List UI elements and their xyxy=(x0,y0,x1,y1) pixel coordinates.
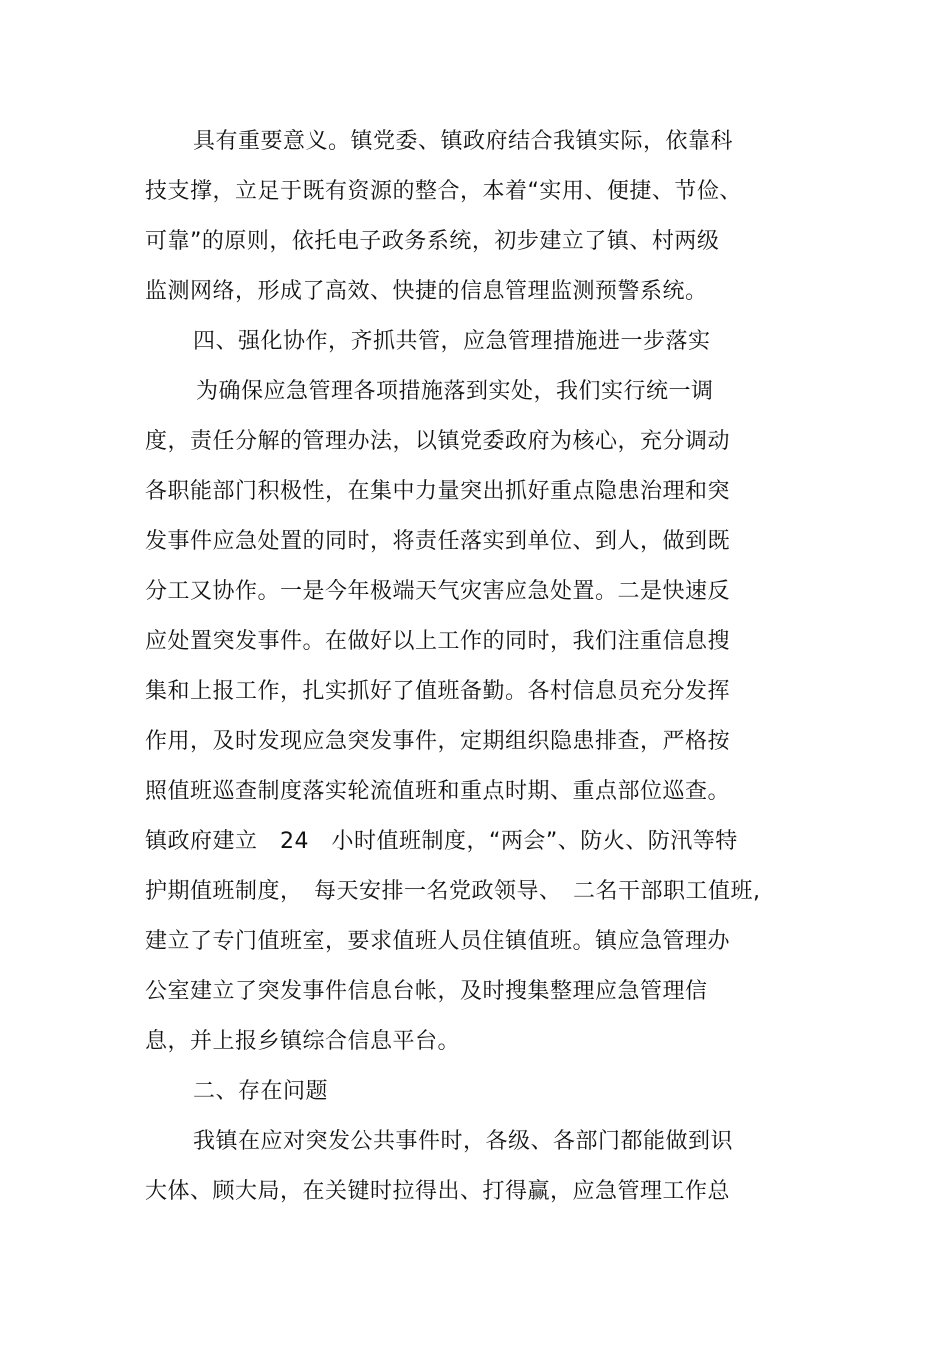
paragraph-line: 作用，及时发现应急突发事件，定期组织隐患排查，严格按 xyxy=(145,729,731,754)
paragraph-line: 集和上报工作，扎实抓好了值班备勤。各村信息员充分发挥 xyxy=(145,679,731,704)
section-heading: 四、强化协作，齐抓共管，应急管理措施进一步落实 xyxy=(193,329,711,354)
paragraph-line: 照值班巡查制度落实轮流值班和重点时期、重点部位巡查。 xyxy=(145,779,731,804)
paragraph-line: 发事件应急处置的同时，将责任落实到单位、到人，做到既 xyxy=(145,529,731,554)
paragraph-line: 度，责任分解的管理办法，以镇党委政府为核心，充分调动 xyxy=(145,429,731,454)
paragraph-line: 各职能部门积极性，在集中力量突出抓好重点隐患治理和突 xyxy=(145,479,731,504)
paragraph-line: 公室建立了突发事件信息台帐，及时搜集整理应急管理信 xyxy=(145,979,708,1004)
section-heading: 二、存在问题 xyxy=(193,1079,329,1104)
paragraph-line: 镇政府建立 24 小时值班制度，“两会”、防火、防汛等特 xyxy=(145,829,738,854)
paragraph-line: 监测网络，形成了高效、快捷的信息管理监测预警系统。 xyxy=(145,279,708,304)
paragraph-line: 护期值班制度， 每天安排一名党政领导、 二名干部职工值班, xyxy=(145,879,761,904)
paragraph-line: 我镇在应对突发公共事件时，各级、各部门都能做到识 xyxy=(193,1129,734,1154)
paragraph-line: 分工又协作。一是今年极端天气灾害应急处置。二是快速反 xyxy=(145,579,731,604)
paragraph-line: 建立了专门值班室，要求值班人员住镇值班。镇应急管理办 xyxy=(145,929,731,954)
paragraph-line: 可靠”的原则，依托电子政务系统，初步建立了镇、村两级 xyxy=(145,229,720,254)
paragraph-line: 大体、顾大局，在关键时拉得出、打得赢，应急管理工作总 xyxy=(145,1179,731,1204)
paragraph-line: 为确保应急管理各项措施落到实处，我们实行统一调 xyxy=(196,379,714,404)
paragraph-line: 息，并上报乡镇综合信息平台。 xyxy=(145,1029,461,1054)
paragraph-line: 应处置突发事件。在做好以上工作的同时，我们注重信息搜 xyxy=(145,629,731,654)
paragraph-line: 技支撑，立足于既有资源的整合，本着“实用、便捷、节俭、 xyxy=(145,179,742,204)
paragraph-line: 具有重要意义。镇党委、镇政府结合我镇实际，依靠科 xyxy=(193,129,734,154)
